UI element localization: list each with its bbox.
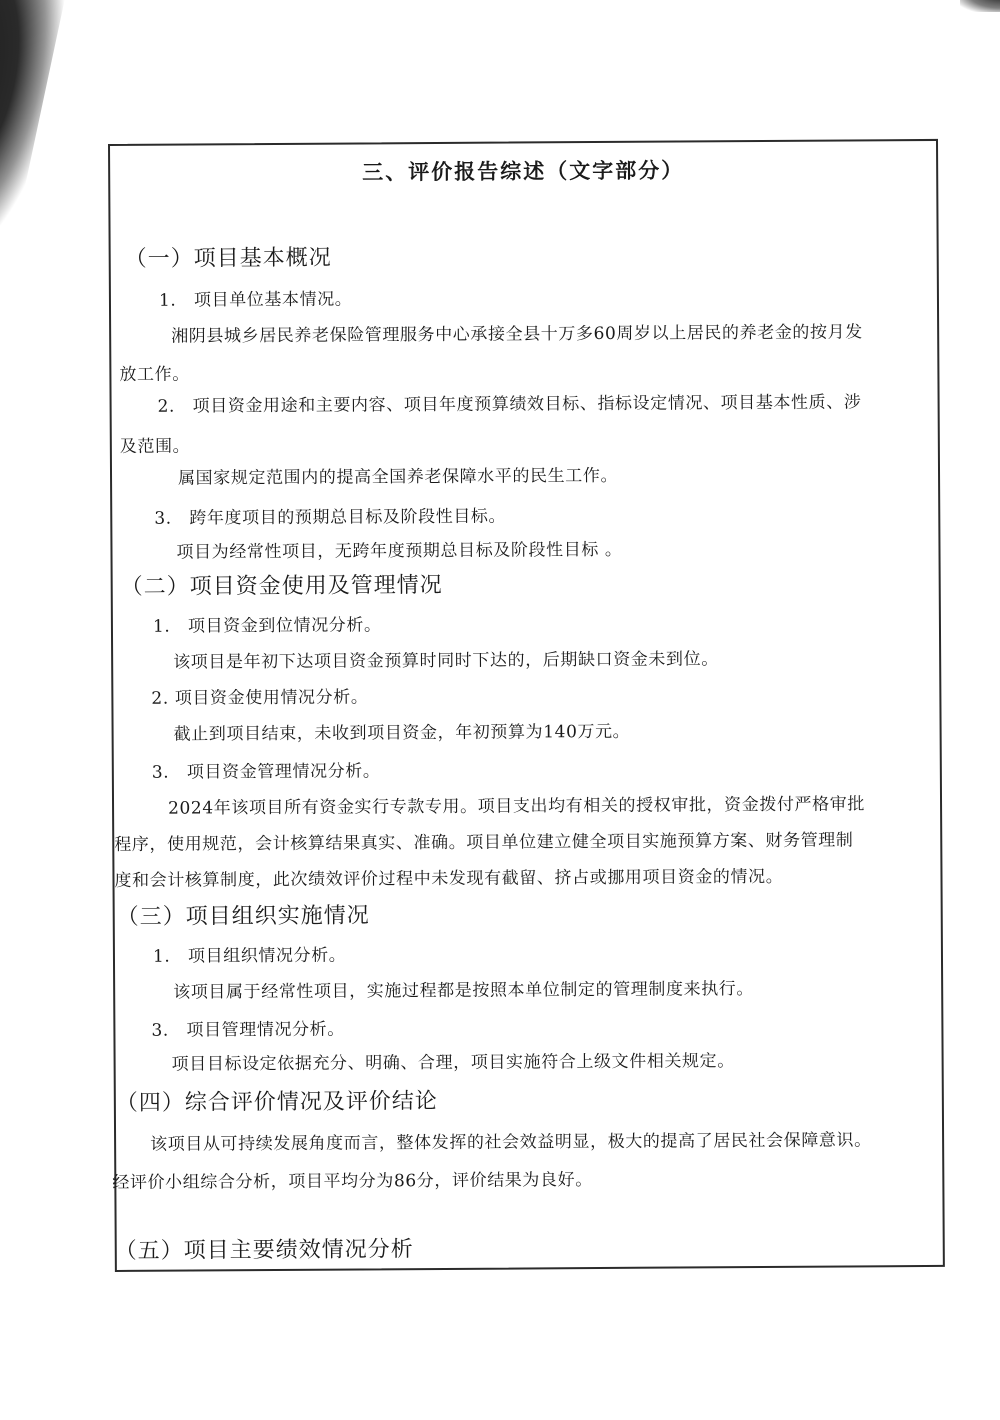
section-4-heading: （四）综合评价情况及评价结论	[115, 1089, 438, 1116]
section-1-para-1: 湘阴县城乡居民养老保险管理服务中心承接全县十万多60周岁以上居民的养老金的按月发	[171, 322, 863, 347]
page-title: 三、评价报告综述（文字部分）	[362, 157, 685, 185]
section-2-heading: （二）项目资金使用及管理情况	[120, 572, 443, 600]
section-3-para-1: 该项目属于经常性项目，实施过程都是按照本单位制定的管理制度来执行。	[173, 979, 755, 1003]
section-1-para-4: 属国家规定范围内的提高全国养老保障水平的民生工作。	[177, 465, 619, 489]
section-1-item-2: 2. 项目资金用途和主要内容、项目年度预算绩效目标、指标设定情况、项目基本性质、涉	[157, 392, 862, 417]
section-3-para-2: 项目目标设定依据充分、明确、合理，项目实施符合上级文件相关规定。	[171, 1051, 735, 1075]
section-5-heading: （五）项目主要绩效情况分析	[114, 1237, 414, 1264]
section-2-item-3: 3. 项目资金管理情况分析。	[151, 761, 381, 783]
section-3-item-2: 3. 项目管理情况分析。	[151, 1019, 345, 1041]
section-2-para-2: 截止到项目结束，未收到项目资金，年初预算为140万元。	[173, 721, 631, 745]
section-2-para-1: 该项目是年初下达项目资金预算时同时下达的，后期缺口资金未到位。	[173, 649, 719, 673]
section-2-item-2: 2. 项目资金使用情况分析。	[151, 687, 369, 709]
section-3-heading: （三）项目组织实施情况	[116, 903, 370, 930]
section-2-para-3: 2024年该项目所有资金实行专款专用。项目支出均有相关的授权审批，资金拨付严格审批	[168, 794, 865, 819]
section-2-para-4: 程序，使用规范，会计核算结果真实、准确。项目单位建立健全项目实施预算方案、财务管理制	[114, 830, 854, 855]
report-frame	[108, 139, 945, 1272]
section-1-para-5: 项目为经常性项目，无跨年度预期总目标及阶段性目标 。	[176, 539, 623, 563]
section-2-para-5: 度和会计核算制度，此次绩效评价过程中未发现有截留、挤占或挪用项目资金的情况。	[114, 866, 784, 891]
section-1-para-3: 及范围。	[119, 436, 191, 457]
section-4-para-1: 该项目从可持续发展角度而言，整体发挥的社会效益明显，极大的提高了居民社会保障意识。	[150, 1130, 872, 1155]
section-2-item-1: 1. 项目资金到位情况分析。	[152, 615, 382, 637]
section-3-item-1: 1. 项目组织情况分析。	[152, 945, 347, 967]
section-4-para-2: 经评价小组综合分析，项目平均分为86分，评价结果为良好。	[112, 1170, 593, 1193]
section-1-para-2: 放工作。	[119, 364, 190, 385]
scan-shadow-left	[0, 0, 70, 268]
section-1-heading: （一）项目基本概况	[124, 245, 332, 272]
scan-shadow-right	[960, 0, 1000, 12]
section-1-item-1: 1. 项目单位基本情况。	[158, 289, 353, 311]
section-1-item-3: 3. 跨年度项目的预期总目标及阶段性目标。	[154, 506, 507, 529]
